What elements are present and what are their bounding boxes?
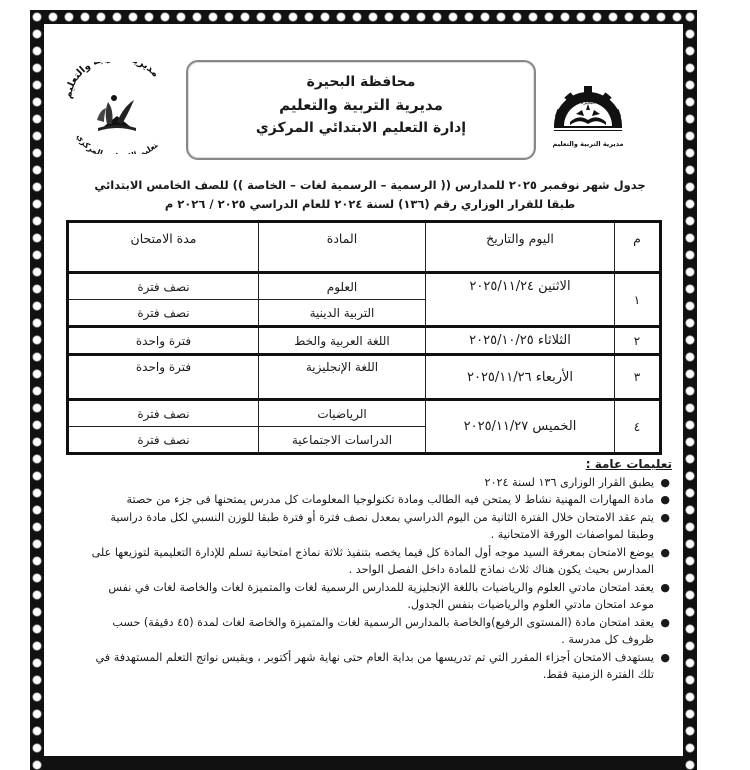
instruction-text: يعقد امتحان مادتي العلوم والرياضيات باللغة الإنجليزية للمدارس الرسمية لغات والمتميزة لغات والخاصة لغات في نفس موعد امتحان مادتي العلوم والرياضيات بنفس الجدول. [108, 580, 654, 611]
header-day-date: اليوم والتاريخ [426, 222, 615, 273]
general-instructions [86, 456, 676, 684]
row-number: ١ [615, 273, 661, 327]
instruction-text: مادة المهارات المهنية نشاط لا يمتحن فيه الطالب ومادة تكنولوجيا المعلومات كل مدرس يمتحنها فى جزء من حصتة [126, 493, 654, 506]
row-duration: نصف فترة [68, 400, 259, 427]
instruction-text: يتم عقد الامتحان خلال الفترة الثانية من اليوم الدراسي بمعدل نصف فترة أو فترة طبقا للوزن النسبي لكل مادة دراسية وطبقا لمواصفات الورقة الامتحانية . [110, 510, 654, 541]
logo-right-caption: مديرية التربية والتعليم [552, 140, 624, 148]
instruction-item [86, 579, 670, 614]
instructions-list [86, 474, 676, 684]
instruction-item [86, 649, 670, 684]
row-date: الثلاثاء ٢٠٢٥/١٠/٢٥ [426, 327, 615, 355]
instruction-item [86, 491, 670, 509]
directorate-name: مديرية التربية والتعليم [279, 96, 443, 114]
table-row [68, 273, 661, 300]
bullet-icon: ● [660, 475, 670, 489]
instruction-item [86, 474, 670, 492]
logo-right-label: البحيرة [580, 100, 596, 106]
row-subject: العلوم [259, 273, 426, 300]
row-number: ٤ [615, 400, 661, 454]
header-duration: مدة الامتحان [68, 222, 259, 273]
directorate-logo-right [548, 64, 628, 154]
row-duration: فترة واحدة [68, 355, 259, 400]
row-duration: نصف فترة [68, 300, 259, 327]
row-number: ٢ [615, 327, 661, 355]
directorate-logo-left [62, 62, 172, 154]
exam-schedule-table [66, 220, 662, 455]
schedule-subtitle [60, 176, 680, 214]
instruction-text: يستهدف الامتحان أجزاء المقرر التي تم تدريسها من بداية العام حتى نهاية شهر أكتوبر ، ويقيس نواتج التعلم المستهدفة في تلك الفترة الزمنية فقط. [95, 650, 654, 681]
row-number: ٣ [615, 355, 661, 400]
row-subject: اللغة الإنجليزية [259, 355, 426, 400]
subtitle-line-1: جدول شهر نوفمبر ٢٠٢٥ للمدارس (( الرسمية – الرسمية لغات – الخاصة )) للصف الخامس الابتدائي [94, 178, 646, 192]
logo-left-top-text: مدير والتعليم [62, 62, 161, 100]
header-subject: المادة [259, 222, 426, 273]
instruction-item [86, 509, 670, 544]
table-row [68, 400, 661, 427]
table-header-row [68, 222, 661, 273]
svg-text:مديرية التربية والتعليم [63, 62, 161, 100]
row-duration: نصف فترة [68, 427, 259, 454]
header-number: م [615, 222, 661, 273]
bullet-icon: ● [660, 650, 670, 664]
row-duration: نصف فترة [68, 273, 259, 300]
instruction-text: يوضع الامتحان بمعرفة السيد موجه أول المادة كل فيما يخصه بتنفيذ ثلاثة نماذج امتحانية تسلم للإدارة التعليمية لتوزيعها على المدارس بحيث يكون هناك ثلاث نماذج للمادة داخل الفصل الواحد . [91, 545, 654, 576]
row-date: الخميس ٢٠٢٥/١١/٢٧ [426, 400, 615, 454]
bullet-icon: ● [660, 493, 670, 506]
row-subject: الدراسات الاجتماعية [259, 427, 426, 454]
subtitle-line-2: طبقا للقرار الوزاري رقم (١٣٦) لسنة ٢٠٢٤ للعام الدراسي ٢٠٢٥ / ٢٠٢٦ م [164, 197, 576, 211]
row-date: الاثنين ٢٠٢٥/١١/٢٤ [426, 273, 615, 327]
row-duration: فترة واحدة [68, 327, 259, 355]
governorate-name: محافظة البحيرة [306, 74, 416, 90]
row-subject: اللغة العربية والخط [259, 327, 426, 355]
bullet-icon: ● [660, 615, 670, 629]
instruction-item [86, 544, 670, 579]
bullet-icon: ● [660, 510, 670, 524]
header-title-box [186, 60, 536, 160]
bullet-icon: ● [660, 580, 670, 594]
instruction-item [86, 614, 670, 649]
instruction-text: يعقد امتحان مادة (المستوى الرفيع)والخاصة بالمدارس الرسمية لغات والمتميزة والخاصة لغات لمدة (٤٥ دقيقة) حسب ظروف كل مدرسة . [112, 615, 654, 646]
table-row [68, 327, 661, 355]
instruction-text: يطبق القرار الوزارى ١٣٦ لسنة ٢٠٢٤ [484, 475, 654, 489]
table-row [68, 355, 661, 400]
instructions-heading: تعليمات عامة : [585, 457, 672, 471]
row-date: الأربعاء ٢٠٢٥/١١/٢٦ [426, 355, 615, 400]
administration-name: إدارة التعليم الابتدائي المركزي [255, 120, 467, 136]
logo-left-bottom-text: تعليم المركزي [74, 132, 160, 154]
row-subject: الرياضيات [259, 400, 426, 427]
bullet-icon: ● [660, 545, 670, 559]
row-subject: التربية الدينية [259, 300, 426, 327]
